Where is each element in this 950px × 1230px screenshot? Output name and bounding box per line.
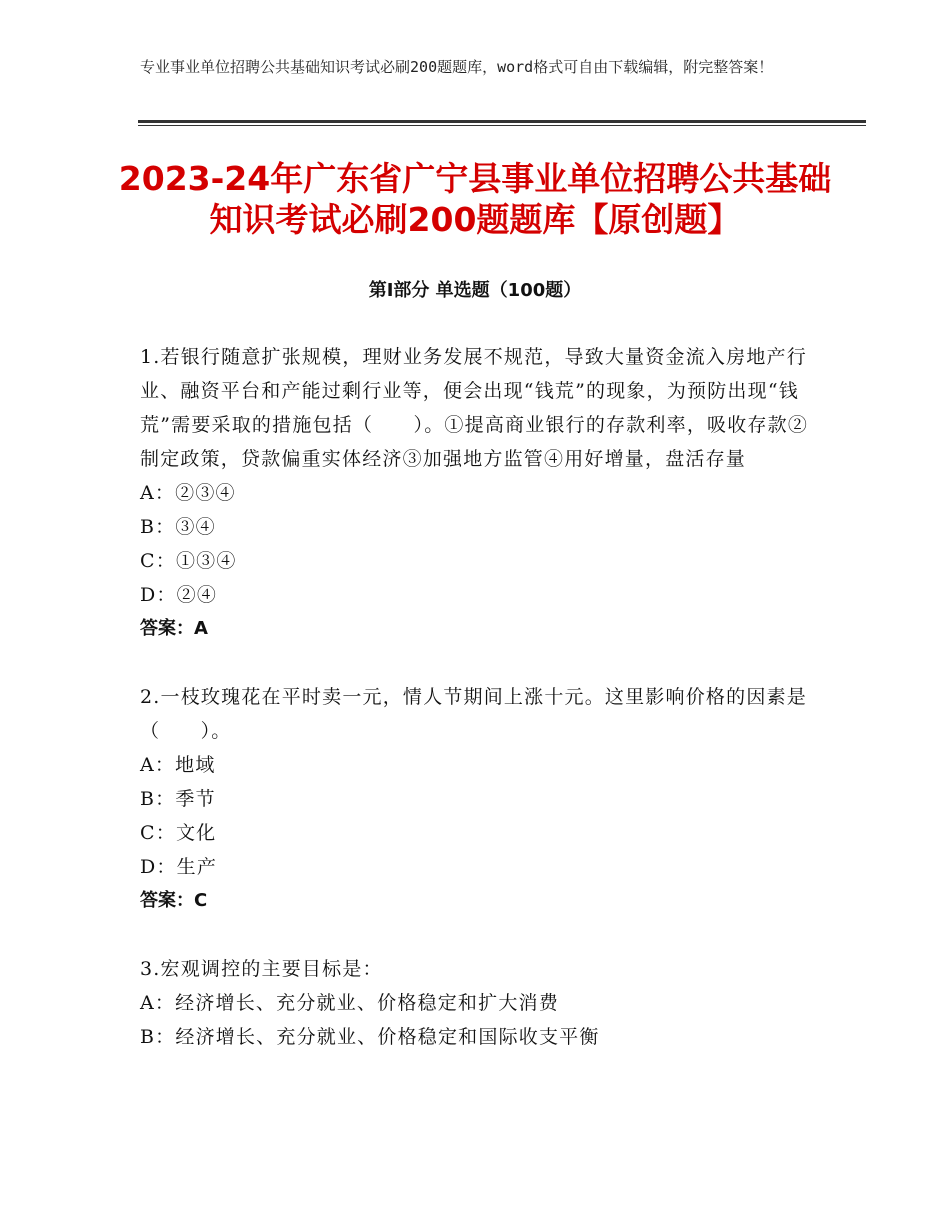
question-2 [140, 680, 820, 918]
option-a: A：地域 [140, 754, 216, 776]
option-d: D：②④ [140, 584, 218, 606]
section-heading: 第Ⅰ部分 单选题（100题） [368, 280, 582, 301]
question-3 [140, 952, 820, 1054]
header-divider [138, 120, 866, 123]
header-divider-thin [138, 125, 866, 126]
option-a: A：②③④ [140, 482, 236, 504]
option-b: B：经济增长、充分就业、价格稳定和国际收支平衡 [140, 1026, 600, 1048]
header-note: 专业事业单位招聘公共基础知识考试必刷200题题库，word格式可自由下载编辑，附完整答案！ [140, 58, 774, 76]
answer-line: 答案：A [140, 618, 208, 639]
question-1 [140, 340, 820, 646]
option-a: A：经济增长、充分就业、价格稳定和扩大消费 [140, 992, 559, 1014]
option-d: D：生产 [140, 856, 218, 878]
document-title: 2023-24年广东省广宁县事业单位招聘公共基础知识考试必刷200题题库【原创题】 [118, 159, 832, 239]
option-c: C：文化 [140, 822, 217, 844]
option-c: C：①③④ [140, 550, 237, 572]
option-b: B：③④ [140, 516, 216, 538]
question-list [140, 340, 820, 1088]
answer-line: 答案：C [140, 890, 208, 911]
question-stem: 2.一枝玫瑰花在平时卖一元，情人节期间上涨十元。这里影响价格的因素是（ ）。 [140, 686, 807, 742]
question-stem: 1.若银行随意扩张规模，理财业务发展不规范，导致大量资金流入房地产行业、融资平台和产能过剩行业等，便会出现“钱荒”的现象，为预防出现“钱荒”需要采取的措施包括（ ）。①提高商业银行的存款利率，吸收存款②制定政策，贷款偏重实体经济③加强地方监管④用好增量，盘活存量 [140, 346, 809, 470]
option-b: B：季节 [140, 788, 216, 810]
question-stem: 3.宏观调控的主要目标是： [140, 958, 383, 980]
